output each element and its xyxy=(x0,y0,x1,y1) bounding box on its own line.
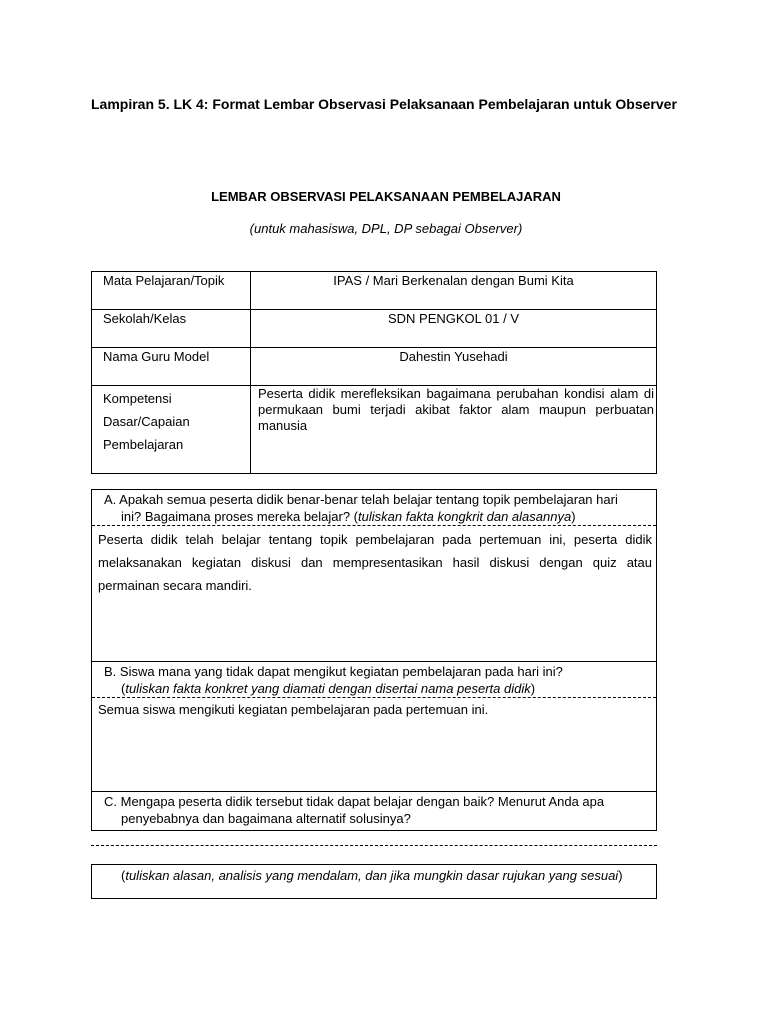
observation-box xyxy=(91,489,657,831)
form-subtitle: (untuk mahasiswa, DPL, DP sebagai Observer) xyxy=(249,221,523,236)
question-a xyxy=(92,490,656,526)
info-row-competency xyxy=(92,386,657,474)
competency-label-line: Dasar/Capaian xyxy=(103,414,190,429)
competency-label-line: Kompetensi xyxy=(103,391,172,406)
question-a-line: ini? Bagaimana proses mereka belajar? (tuliskan fakta kongkrit dan alasannya) xyxy=(121,509,576,524)
answer-a: Peserta didik telah belajar tentang topik pembelajaran pada pertemuan ini, peserta didik melaksanakan kegiatan diskusi dan mempresentasikan hasil diskusi dengan quiz atau permainan secara mandiri. xyxy=(98,532,652,593)
teacher-label: Nama Guru Model xyxy=(92,348,251,386)
question-c xyxy=(92,791,656,830)
subject-label: Mata Pelajaran/Topik xyxy=(92,272,251,310)
question-a-line: A. Apakah semua peserta didik benar-benar telah belajar tentang topik pembelajaran hari xyxy=(104,492,618,507)
info-row-teacher xyxy=(92,348,657,386)
school-label: Sekolah/Kelas xyxy=(92,310,251,348)
competency-label-line: Pembelajaran xyxy=(103,437,184,452)
divider xyxy=(91,845,657,846)
document-title: Lampiran 5. LK 4: Format Lembar Observasi Pelaksanaan Pembelajaran untuk Observer xyxy=(91,96,677,112)
subject-value: IPAS / Mari Berkenalan dengan Bumi Kita xyxy=(251,272,657,310)
question-b-line: (tuliskan fakta konkret yang diamati dengan disertai nama peserta didik) xyxy=(121,681,536,696)
answer-b: Semua siswa mengikuti kegiatan pembelajaran pada pertemuan ini. xyxy=(98,702,489,717)
competency-label xyxy=(92,386,251,474)
answer-c-box xyxy=(91,864,657,899)
competency-value: Peserta didik merefleksikan bagaimana perubahan kondisi alam di permukaan bumi terjadi akibat faktor alam maupun perbuatan manusia xyxy=(251,386,657,474)
form-title: LEMBAR OBSERVASI PELAKSANAAN PEMBELAJARAN xyxy=(211,189,561,204)
school-value: SDN PENGKOL 01 / V xyxy=(251,310,657,348)
question-c-line: C. Mengapa peserta didik tersebut tidak dapat belajar dengan baik? Menurut Anda apa xyxy=(104,794,605,809)
teacher-value: Dahestin Yusehadi xyxy=(251,348,657,386)
question-b xyxy=(92,661,656,698)
answer-c-hint: (tuliskan alasan, analisis yang mendalam, dan jika mungkin dasar rujukan yang sesuai) xyxy=(121,868,623,883)
question-c-line: penyebabnya dan bagaimana alternatif solusinya? xyxy=(121,811,411,826)
info-row-school xyxy=(92,310,657,348)
info-row-subject xyxy=(92,272,657,310)
question-b-line: B. Siswa mana yang tidak dapat mengikut kegiatan pembelajaran pada hari ini? xyxy=(104,664,563,679)
info-table xyxy=(91,271,657,474)
